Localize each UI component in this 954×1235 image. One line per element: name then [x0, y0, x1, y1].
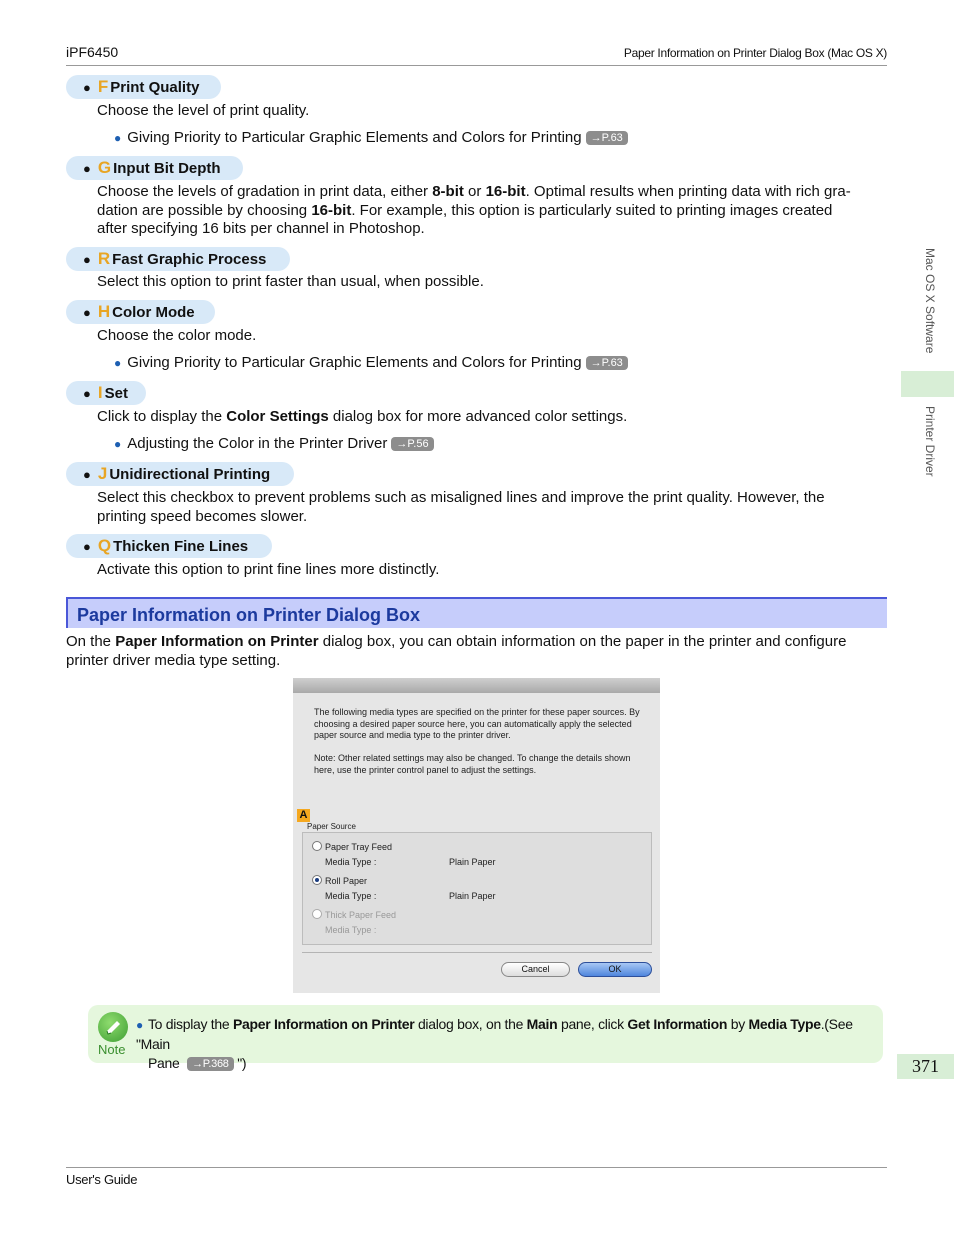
related-link-item: [114, 354, 628, 371]
thick-paper-feed-label: Thick Paper Feed: [325, 910, 397, 920]
item-heading-input-bit-depth: [66, 156, 243, 180]
thick-paper-feed-radio: [312, 909, 322, 919]
bullet-icon: ●: [83, 466, 91, 482]
paper-tray-feed-label: Paper Tray Feed: [325, 842, 393, 852]
page-ref-link[interactable]: →P.63: [586, 131, 628, 145]
bullet-icon: ●: [114, 131, 122, 145]
item-description: Activate this option to print fine lines more distinctly.: [97, 561, 440, 578]
bullet-icon: ●: [114, 356, 122, 370]
item-description: Choose the color mode.: [97, 327, 257, 344]
related-link-item: [114, 129, 628, 146]
dialog-screenshot: [293, 678, 660, 993]
media-type-label: Media Type :: [325, 925, 377, 935]
item-description: Click to display the Color Settings dialog box for more advanced color settings.: [97, 408, 628, 425]
media-type-value: Plain Paper: [449, 891, 496, 901]
note-box: [88, 1005, 883, 1071]
header-rule: [66, 65, 887, 66]
page-ref-link[interactable]: →P.56: [391, 437, 433, 451]
item-letter: Q: [97, 536, 112, 555]
item-title: Print Quality: [110, 78, 200, 96]
callout-marker: A: [297, 809, 310, 822]
item-heading-print-quality: [66, 75, 221, 99]
roll-paper-label: Roll Paper: [325, 876, 368, 886]
item-heading-set: [66, 381, 146, 405]
section-title: Paper Information on Printer Dialog Box: [77, 605, 421, 625]
note-label: Note: [98, 1042, 126, 1057]
item-heading-unidirectional-printing: [66, 462, 294, 486]
roll-paper-radio[interactable]: [312, 875, 322, 885]
ok-button[interactable]: OK: [578, 962, 652, 977]
bullet-icon: ●: [83, 251, 91, 267]
paper-tray-feed-radio[interactable]: [312, 841, 322, 851]
item-title: Input Bit Depth: [113, 159, 221, 177]
media-type-value: Plain Paper: [449, 857, 496, 867]
related-link-item: [114, 435, 434, 452]
item-description: Select this option to print faster than usual, when possible.: [97, 273, 484, 290]
paper-source-group-label: Paper Source: [307, 822, 356, 831]
dialog-note-text: Note: Other related settings may also be changed. To change the details shown here, use the printer control panel to adjust the settings.: [314, 753, 631, 775]
related-link[interactable]: Adjusting the Color in the Printer Driver: [127, 435, 388, 452]
item-letter: J: [97, 464, 108, 483]
cancel-button[interactable]: Cancel: [501, 962, 570, 977]
bullet-icon: ●: [136, 1018, 143, 1032]
item-title: Unidirectional Printing: [109, 465, 271, 483]
item-description: Select this checkbox to prevent problems such as misaligned lines and improve the print quality. However, the printing speed becomes slower.: [97, 489, 825, 525]
media-type-label: Media Type :: [325, 891, 377, 901]
footer-text: User's Guide: [66, 1172, 138, 1187]
item-letter: R: [97, 249, 111, 268]
item-description: Choose the levels of gradation in print data, either 8-bit or 16-bit. Optimal results when printing data with rich gra- dation are possible by choosing 16-bit. For example, this option is particularly suited to printing images created after specifying 16 bits per channel in Photoshop.: [97, 183, 851, 237]
header-product: iPF6450: [66, 44, 119, 60]
page-ref-link[interactable]: →P.63: [586, 356, 628, 370]
dialog-separator: [302, 952, 652, 953]
dialog-title-bar: [293, 678, 660, 693]
item-heading-fast-graphic-process: [66, 247, 290, 271]
item-heading-color-mode: [66, 300, 215, 324]
media-type-label: Media Type :: [325, 857, 377, 867]
bullet-icon: ●: [83, 385, 91, 401]
related-link[interactable]: Giving Priority to Particular Graphic Elements and Colors for Printing: [127, 354, 582, 371]
side-tab-printer-driver: Printer Driver: [923, 406, 937, 477]
item-letter: I: [97, 383, 103, 402]
bullet-icon: ●: [83, 79, 91, 95]
side-tab-marker: [901, 371, 954, 397]
section-intro: On the Paper Information on Printer dialog box, you can obtain information on the paper in the printer and configure printer driver media type setting.: [66, 633, 847, 669]
item-heading-thicken-fine-lines: [66, 534, 272, 558]
page-ref-link[interactable]: →P.368: [187, 1057, 234, 1071]
item-letter: H: [97, 302, 111, 321]
item-description: Choose the level of print quality.: [97, 102, 310, 119]
dialog-info-text: The following media types are specified on the printer for these paper sources. By choosing a desired paper source here, you can automatically apply the selected paper source and media type to the printer driver.: [314, 707, 640, 740]
bullet-icon: ●: [83, 160, 91, 176]
item-letter: F: [97, 77, 109, 96]
page-number: 371: [897, 1054, 954, 1079]
section-heading: [66, 597, 887, 628]
item-title: Thicken Fine Lines: [113, 537, 249, 555]
item-title: Set: [104, 384, 128, 402]
related-link[interactable]: Giving Priority to Particular Graphic Elements and Colors for Printing: [127, 129, 582, 146]
bullet-icon: ●: [114, 437, 122, 451]
item-title: Color Mode: [112, 303, 195, 321]
footer-rule: [66, 1167, 887, 1168]
bullet-icon: ●: [83, 304, 91, 320]
side-tab-mac-os-x-software: Mac OS X Software: [923, 248, 937, 354]
bullet-icon: ●: [83, 538, 91, 554]
note-text: ● To display the Paper Information on Printer dialog box, on the Main pane, click Get Information by Media Type.(See "Main Pane →P.368 "): [136, 1016, 853, 1071]
item-title: Fast Graphic Process: [112, 250, 267, 268]
header-chapter: Paper Information on Printer Dialog Box (Mac OS X): [623, 46, 887, 60]
pencil-icon: [98, 1012, 128, 1042]
item-letter: G: [97, 158, 112, 177]
